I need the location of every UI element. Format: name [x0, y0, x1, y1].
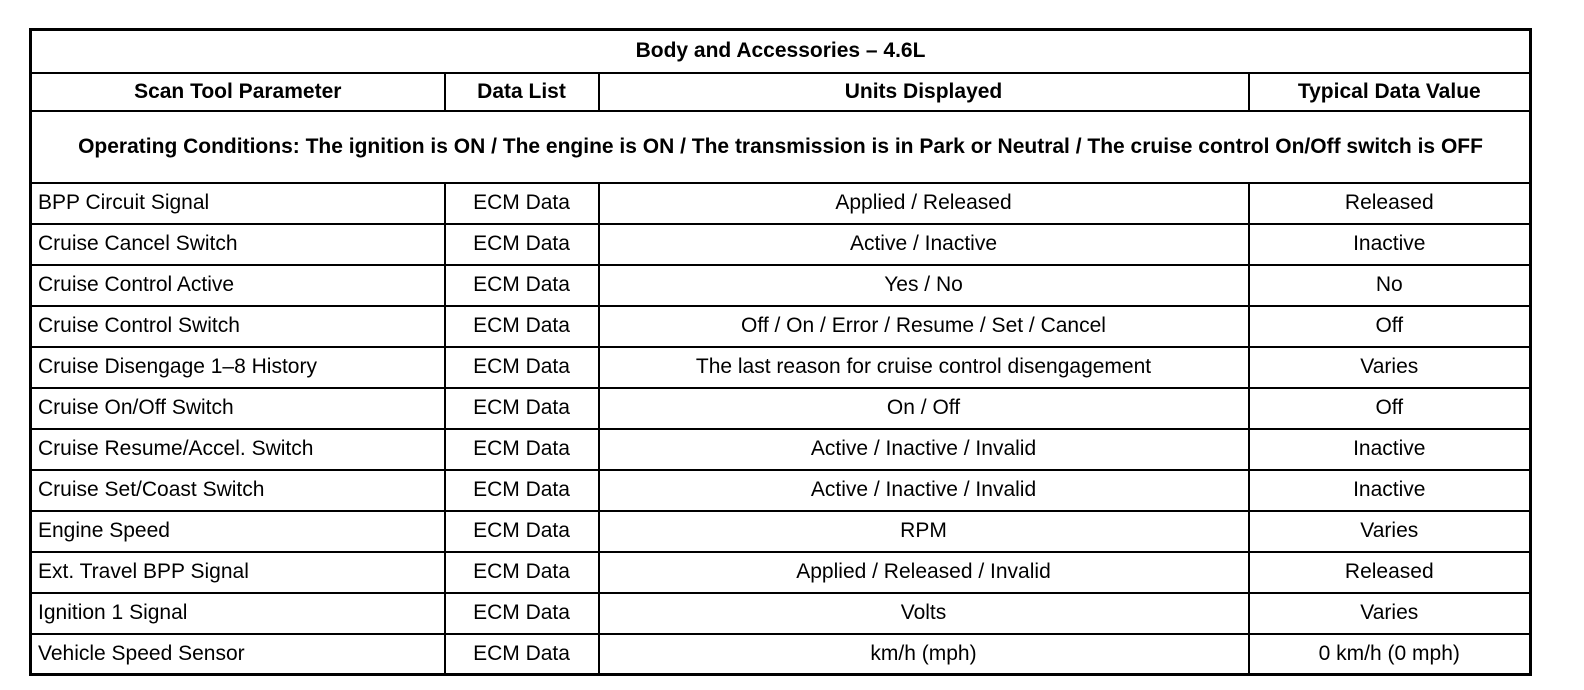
- table-row: [31, 265, 1531, 306]
- table-body: [31, 183, 1531, 675]
- table-row: [31, 429, 1531, 470]
- cell-parameter: Vehicle Speed Sensor: [31, 634, 445, 675]
- table-row: [31, 470, 1531, 511]
- cell-typical-value: Inactive: [1249, 470, 1531, 511]
- cell-typical-value: Varies: [1249, 347, 1531, 388]
- cell-units: km/h (mph): [599, 634, 1249, 675]
- header-units-displayed: Units Displayed: [599, 73, 1249, 111]
- cell-units: RPM: [599, 511, 1249, 552]
- table-row: [31, 224, 1531, 265]
- cell-parameter: Cruise Control Active: [31, 265, 445, 306]
- cell-typical-value: Varies: [1249, 593, 1531, 634]
- table-row: [31, 388, 1531, 429]
- cell-typical-value: Off: [1249, 388, 1531, 429]
- table-row: [31, 347, 1531, 388]
- cell-data-list: ECM Data: [445, 183, 599, 224]
- cell-data-list: ECM Data: [445, 593, 599, 634]
- cell-data-list: ECM Data: [445, 306, 599, 347]
- table-title: Body and Accessories – 4.6L: [31, 30, 1531, 73]
- cell-parameter: Cruise Control Switch: [31, 306, 445, 347]
- cell-parameter: Cruise Resume/Accel. Switch: [31, 429, 445, 470]
- cell-typical-value: Inactive: [1249, 429, 1531, 470]
- cell-data-list: ECM Data: [445, 511, 599, 552]
- cell-data-list: ECM Data: [445, 429, 599, 470]
- cell-parameter: BPP Circuit Signal: [31, 183, 445, 224]
- table-row: [31, 593, 1531, 634]
- cell-units: On / Off: [599, 388, 1249, 429]
- cell-units: Applied / Released / Invalid: [599, 552, 1249, 593]
- cell-data-list: ECM Data: [445, 265, 599, 306]
- cell-parameter: Engine Speed: [31, 511, 445, 552]
- cell-units: Active / Inactive: [599, 224, 1249, 265]
- cell-parameter: Cruise Cancel Switch: [31, 224, 445, 265]
- cell-data-list: ECM Data: [445, 224, 599, 265]
- cell-parameter: Ignition 1 Signal: [31, 593, 445, 634]
- table-row: [31, 552, 1531, 593]
- cell-typical-value: 0 km/h (0 mph): [1249, 634, 1531, 675]
- cell-typical-value: No: [1249, 265, 1531, 306]
- cell-data-list: ECM Data: [445, 634, 599, 675]
- table-row: [31, 511, 1531, 552]
- cell-data-list: ECM Data: [445, 347, 599, 388]
- cell-parameter: Cruise Set/Coast Switch: [31, 470, 445, 511]
- cell-parameter: Ext. Travel BPP Signal: [31, 552, 445, 593]
- cell-parameter: Cruise On/Off Switch: [31, 388, 445, 429]
- table-header-row: [31, 73, 1531, 111]
- header-typical-data-value: Typical Data Value: [1249, 73, 1531, 111]
- cell-units: The last reason for cruise control disengagement: [599, 347, 1249, 388]
- cell-units: Off / On / Error / Resume / Set / Cancel: [599, 306, 1249, 347]
- cell-typical-value: Off: [1249, 306, 1531, 347]
- document-page: [29, 28, 1529, 676]
- table-title-row: [31, 30, 1531, 73]
- operating-conditions-row: [31, 111, 1531, 183]
- cell-data-list: ECM Data: [445, 552, 599, 593]
- operating-conditions: Operating Conditions: The ignition is ON / The engine is ON / The transmission is in Park or Neutral / The cruise control On/Off switch is OFF: [31, 111, 1531, 183]
- cell-units: Volts: [599, 593, 1249, 634]
- cell-data-list: ECM Data: [445, 388, 599, 429]
- cell-units: Applied / Released: [599, 183, 1249, 224]
- cell-typical-value: Released: [1249, 552, 1531, 593]
- cell-units: Active / Inactive / Invalid: [599, 470, 1249, 511]
- cell-parameter: Cruise Disengage 1–8 History: [31, 347, 445, 388]
- cell-typical-value: Inactive: [1249, 224, 1531, 265]
- header-data-list: Data List: [445, 73, 599, 111]
- header-scan-tool-parameter: Scan Tool Parameter: [31, 73, 445, 111]
- table-row: [31, 634, 1531, 675]
- cell-typical-value: Varies: [1249, 511, 1531, 552]
- cell-data-list: ECM Data: [445, 470, 599, 511]
- table-row: [31, 306, 1531, 347]
- data-table: [29, 28, 1532, 676]
- cell-units: Yes / No: [599, 265, 1249, 306]
- cell-typical-value: Released: [1249, 183, 1531, 224]
- cell-units: Active / Inactive / Invalid: [599, 429, 1249, 470]
- table-row: [31, 183, 1531, 224]
